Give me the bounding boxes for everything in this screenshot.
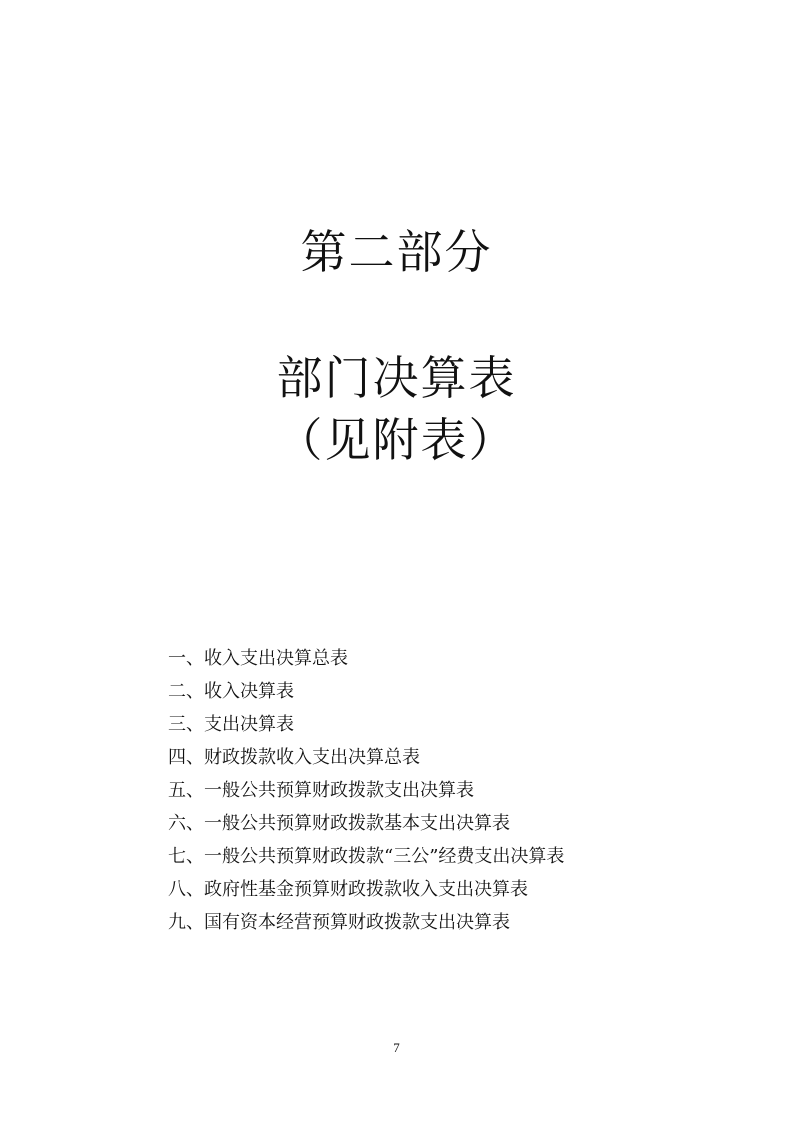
section-subtitle: （见附表） (276, 413, 517, 467)
section-title: 部门决算表 (276, 351, 517, 405)
table-list (168, 645, 564, 942)
table-list-item: 三、支出决算表 (168, 714, 294, 735)
table-list-item: 二、收入决算表 (168, 681, 294, 702)
table-list-item: 五、一般公共预算财政拨款支出决算表 (168, 780, 474, 801)
table-list-item: 一、收入支出决算总表 (168, 648, 348, 669)
part-title: 第二部分 (300, 225, 493, 279)
page-number: 7 (393, 1040, 400, 1055)
table-list-item: 九、国有资本经营预算财政拨款支出决算表 (168, 912, 510, 933)
table-list-item: 七、一般公共预算财政拨款“三公”经费支出决算表 (168, 846, 565, 867)
table-list-item: 八、政府性基金预算财政拨款收入支出决算表 (168, 879, 528, 900)
table-list-item: 四、财政拨款收入支出决算总表 (168, 747, 420, 768)
table-list-item: 六、一般公共预算财政拨款基本支出决算表 (168, 813, 510, 834)
